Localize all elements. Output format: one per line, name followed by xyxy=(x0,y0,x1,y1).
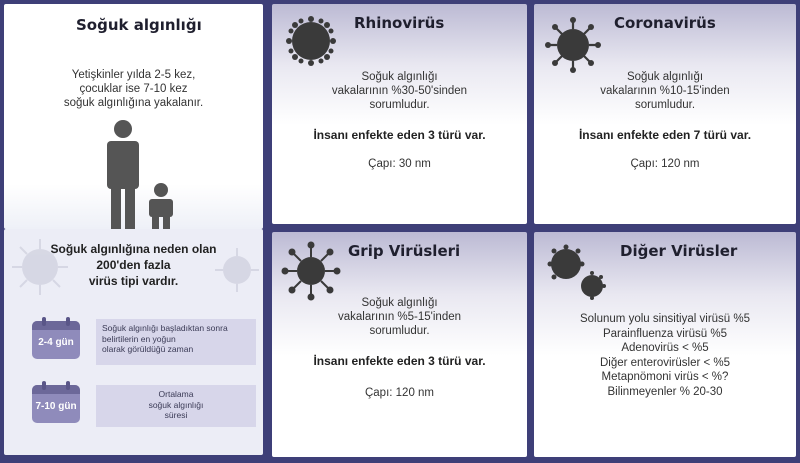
diger-list-item: Bilinmeyenler % 20-30 xyxy=(607,385,723,398)
soguk-intro-line: çocuklar ise 7-10 kez xyxy=(79,83,188,95)
coronavirus-icon xyxy=(544,16,602,74)
rate-line: sorumludur. xyxy=(369,99,430,111)
duration-info-line: olarak görüldüğü zaman xyxy=(102,344,194,354)
diger-list-item: Adenovirüs < %5 xyxy=(621,342,709,354)
diger-list-item: Parainfluenza virüsü %5 xyxy=(602,327,727,340)
duration-badge-label: 2-4 gün xyxy=(38,337,74,348)
rhinovirus-types: İnsanı enfekte eden 3 türü var. xyxy=(313,128,486,142)
rate-line: Soğuk algınlığı xyxy=(626,71,704,83)
grip-size: Çapı: 120 nm xyxy=(364,387,435,399)
rate-line: vakalarının %30-50'sinden xyxy=(331,85,468,97)
rate-line: sorumludur. xyxy=(369,325,430,337)
duration-info-line: belirtilerin en yoğun xyxy=(102,333,176,344)
coronavirus-size: Çapı: 120 nm xyxy=(630,158,700,170)
calendar-badge-2-4 xyxy=(32,321,80,359)
rhinovirus-panel xyxy=(272,4,527,224)
duration-info-box xyxy=(96,385,256,427)
rhinovirus-size: Çapı: 30 nm xyxy=(368,158,431,170)
adult-child-icon xyxy=(99,119,189,229)
grip-rate xyxy=(282,296,517,338)
rate-line: vakalarının %10-15'inden xyxy=(600,85,730,97)
other-viruses-icon xyxy=(546,242,610,300)
rate-line: Soğuk algınlığı xyxy=(361,71,438,83)
grip-title: Grip Virüsleri xyxy=(348,242,461,260)
duration-info-line: soğuk algınlığı xyxy=(148,399,204,410)
grip-panel xyxy=(272,232,527,457)
duration-info-line: süresi xyxy=(164,410,188,420)
coronavirus-rate xyxy=(544,70,786,112)
influenza-virus-icon xyxy=(280,240,342,302)
duration-info-line: Ortalama xyxy=(158,389,194,399)
soguk-facts-panel xyxy=(4,229,263,455)
diger-panel xyxy=(534,232,796,457)
diger-list-item: Diğer enterovirüsler < %5 xyxy=(599,356,731,369)
diger-list-item: Metapnömoni virüs < %? xyxy=(601,371,729,383)
soguk-fact-line: Soğuk algınlığına neden olan xyxy=(50,242,217,256)
duration-info-box xyxy=(96,319,256,365)
rate-line: vakalarının %5-15'inden xyxy=(337,311,462,323)
rate-line: Soğuk algınlığı xyxy=(361,297,438,309)
diger-list xyxy=(544,312,786,399)
soguk-intro xyxy=(24,68,243,110)
grip-types: İnsanı enfekte eden 3 türü var. xyxy=(313,354,486,368)
diger-title: Diğer Virüsler xyxy=(620,242,738,260)
rhinovirus-rate xyxy=(282,70,517,112)
soguk-fact xyxy=(14,241,253,289)
coronavirus-types: İnsanı enfekte eden 7 türü var. xyxy=(578,128,752,142)
soguk-intro-line: soğuk algınlığına yakalanır. xyxy=(63,97,204,109)
soguk-fact-line: 200'den fazla xyxy=(96,258,171,272)
diger-list-item: Solunum yolu sinsitiyal virüsü %5 xyxy=(579,313,751,325)
rhinovirus-icon xyxy=(284,14,338,68)
rhinovirus-title: Rhinovirüs xyxy=(354,14,445,32)
coronavirus-panel xyxy=(534,4,796,224)
soguk-title: Soğuk algınlığı xyxy=(76,16,202,34)
soguk-fact-line: virüs tipi vardır. xyxy=(88,274,179,288)
soguk-intro-line: Yetişkinler yılda 2-5 kez, xyxy=(71,69,196,81)
rate-line: sorumludur. xyxy=(634,99,696,111)
duration-info-line: Soğuk algınlığı başladıktan sonra xyxy=(102,323,228,333)
calendar-badge-7-10 xyxy=(32,385,80,423)
coronavirus-title: Coronavirüs xyxy=(614,14,716,32)
duration-badge-label: 7-10 gün xyxy=(35,401,77,412)
soguk-panel xyxy=(4,4,263,229)
